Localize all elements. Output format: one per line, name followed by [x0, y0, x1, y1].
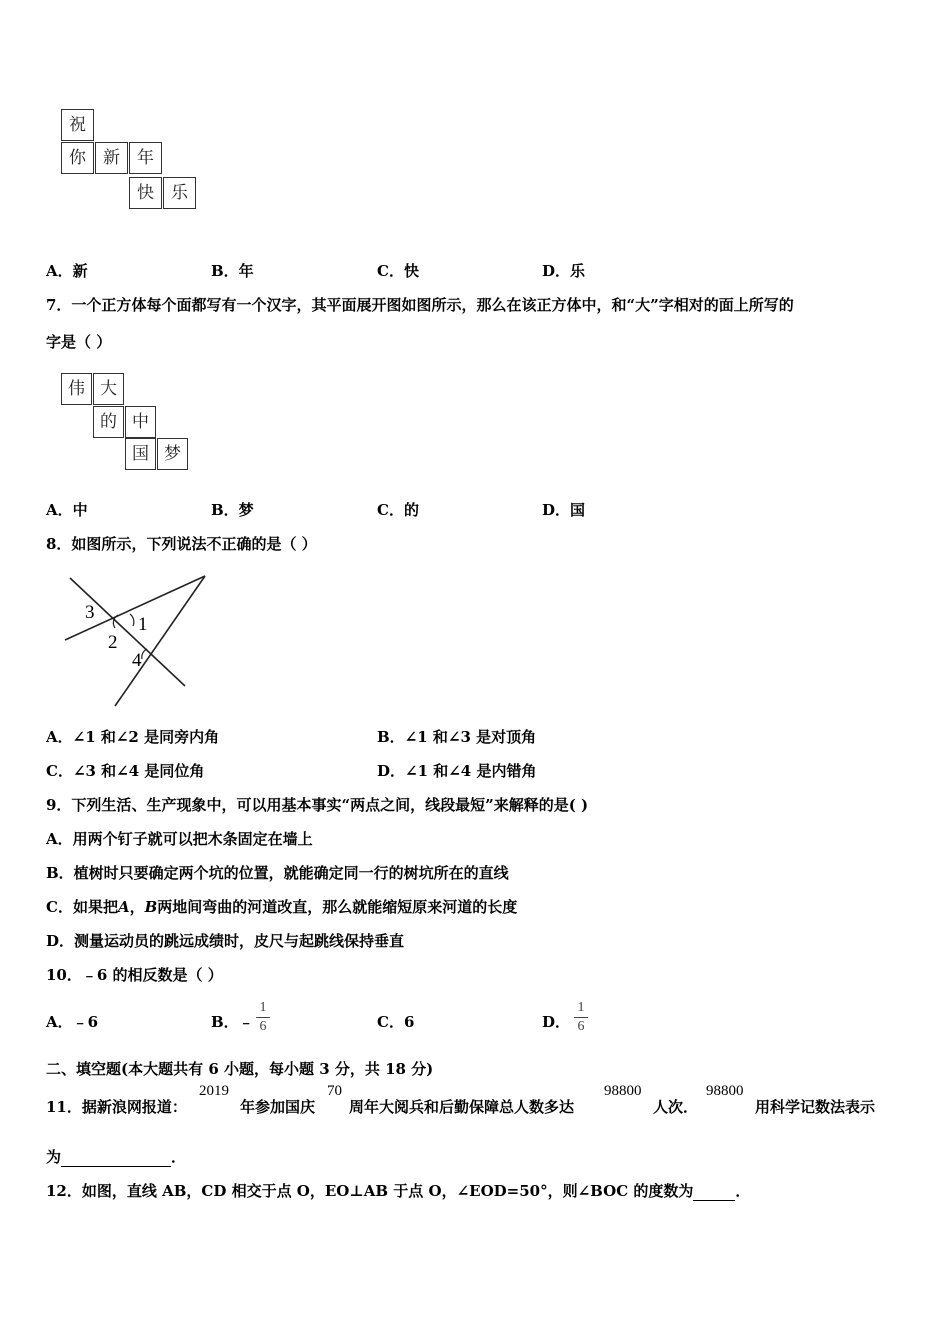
- answer-blank[interactable]: [693, 1184, 735, 1201]
- net-cell: 新: [95, 142, 128, 174]
- q10-option-c[interactable]: C．6: [377, 1013, 415, 1031]
- q6-option-c[interactable]: C．快: [377, 262, 419, 280]
- q8-option-b[interactable]: B．∠1 和∠3 是对顶角: [377, 728, 537, 746]
- q7-stem-line2: 字是（ ）: [46, 333, 112, 351]
- q10-option-a[interactable]: A．﹣6: [46, 1013, 99, 1031]
- net-cell: 中: [125, 406, 156, 438]
- fraction-one-sixth: [574, 1000, 588, 1035]
- net-cell: 国: [125, 438, 156, 470]
- denominator: 6: [577, 1019, 585, 1034]
- q12-stem: 12．如图，直线 AB，CD 相交于点 O，EO⊥AB 于点 O，∠EOD=50°，则∠BOC 的度数为: [46, 1182, 694, 1200]
- q9-option-c-prefix: C．如果把: [46, 898, 118, 916]
- q8-angle-diagram: [60, 568, 210, 710]
- q11-part1: 11．据新浪网报道：: [46, 1098, 187, 1116]
- angle-label-3: 3: [85, 602, 95, 623]
- q7-stem-line1: 7．一个正方体每个面都写有一个汉字，其平面展开图如图所示，那么在该正方体中，和“大”字相对的面上所写的: [46, 296, 794, 314]
- q11-year: 2019: [199, 1083, 229, 1099]
- section-heading-fill-in: 二、填空题(本大题共有 6 小题，每小题 3 分，共 18 分): [46, 1060, 434, 1078]
- net-cell: 大: [93, 373, 124, 405]
- q12-suffix: ．: [735, 1182, 751, 1200]
- q10-stem: 10．﹣6 的相反数是（ ）: [46, 966, 223, 984]
- q7-option-d[interactable]: D．国: [542, 501, 586, 519]
- numerator: 1: [577, 1000, 585, 1015]
- angle-label-2: 2: [108, 632, 118, 653]
- q11-line2-prefix: 为: [46, 1148, 62, 1166]
- angle-label-1: 1: [138, 614, 148, 635]
- denominator: 6: [259, 1019, 267, 1034]
- q6-option-d[interactable]: D．乐: [542, 262, 586, 280]
- q8-option-a[interactable]: A．∠1 和∠2 是同旁内角: [46, 728, 220, 746]
- net-cell: 的: [93, 406, 124, 438]
- q9-option-c-suffix: 两地间弯曲的河道改直，那么就能缩短原来河道的长度: [157, 898, 518, 916]
- angle-label-4: 4: [132, 650, 142, 671]
- q8-option-c[interactable]: C．∠3 和∠4 是同位角: [46, 762, 205, 780]
- q11-part5: 用科学记数法表示: [755, 1098, 876, 1116]
- line-c: [115, 576, 205, 706]
- q9-option-c[interactable]: [46, 897, 517, 917]
- q11-part4: 人次．: [653, 1098, 699, 1116]
- net-cell: 祝: [61, 109, 94, 141]
- q10-option-d-prefix: D．: [542, 1013, 571, 1031]
- q9-option-a[interactable]: A．用两个钉子就可以把木条固定在墙上: [46, 830, 313, 848]
- fraction-bar: [256, 1017, 270, 1018]
- net-cell: 乐: [163, 177, 196, 209]
- fraction-bar: [574, 1017, 588, 1018]
- q11-part3: 周年大阅兵和后勤保障总人数多达: [349, 1098, 575, 1116]
- answer-blank[interactable]: [61, 1150, 171, 1167]
- numerator: 1: [259, 1000, 267, 1015]
- point-a: A: [117, 898, 130, 916]
- net-cell: 快: [129, 177, 162, 209]
- q11-line2-suffix: ．: [171, 1148, 187, 1166]
- q9-option-b[interactable]: B．植树时只要确定两个坑的位置，就能确定同一行的树坑所在的直线: [46, 864, 509, 882]
- line-a: [70, 578, 185, 686]
- q11-count-1: 98800: [604, 1083, 642, 1099]
- angle-arc-1: [130, 614, 134, 626]
- q9-option-d[interactable]: D．测量运动员的跳远成绩时，皮尺与起跳线保持垂直: [46, 932, 405, 950]
- q8-stem: 8．如图所示，下列说法不正确的是（ ）: [46, 535, 317, 553]
- q7-option-b[interactable]: B．梦: [211, 501, 254, 519]
- fraction-one-sixth: [256, 1000, 270, 1035]
- q6-option-b[interactable]: B．年: [211, 262, 254, 280]
- net-cell: 年: [129, 142, 162, 174]
- net-cell: 伟: [61, 373, 92, 405]
- q11-part2: 年参加国庆: [240, 1098, 316, 1116]
- q11-anniversary: 70: [327, 1083, 342, 1099]
- q7-option-a[interactable]: A．中: [46, 501, 88, 519]
- q9-stem: 9．下列生活、生产现象中，可以用基本事实“两点之间，线段最短”来解释的是( ): [46, 796, 589, 814]
- point-b: B: [144, 898, 158, 916]
- q7-option-c[interactable]: C．的: [377, 501, 419, 519]
- comma: ，: [129, 898, 145, 916]
- q12-stem-line: [46, 1181, 750, 1201]
- q8-option-d[interactable]: D．∠1 和∠4 是内错角: [377, 762, 537, 780]
- q10-option-b-prefix: B．﹣: [211, 1013, 254, 1031]
- q11-answer-line: [46, 1147, 186, 1167]
- net-cell: 你: [61, 142, 94, 174]
- q11-count-2: 98800: [706, 1083, 744, 1099]
- q6-option-a[interactable]: A．新: [46, 262, 88, 280]
- net-cell: 梦: [157, 438, 188, 470]
